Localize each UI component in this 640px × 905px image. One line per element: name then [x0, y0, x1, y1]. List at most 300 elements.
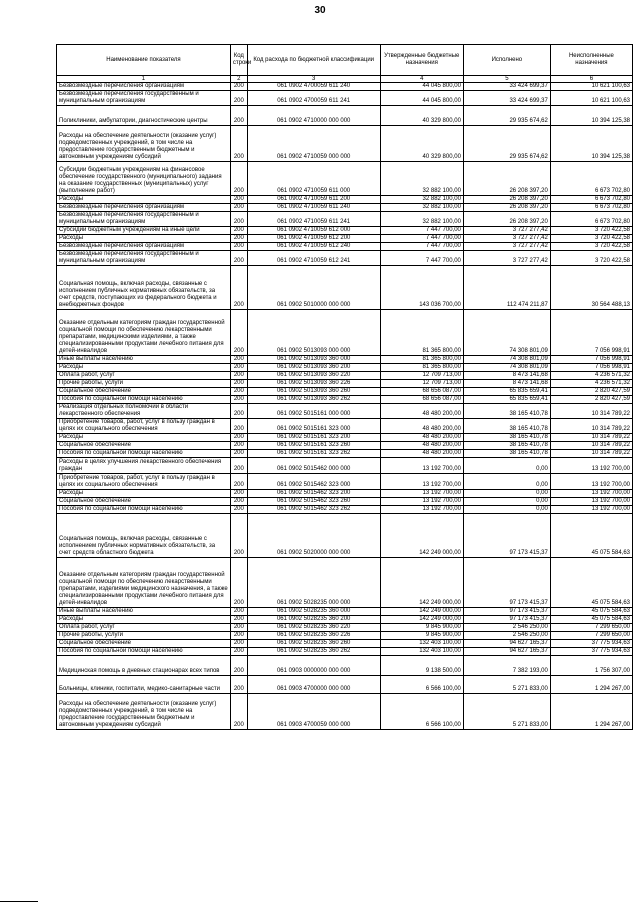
row-executed: 0,00: [463, 498, 550, 506]
row-line-code: 200: [230, 227, 247, 235]
table-row: [57, 388, 633, 396]
row-expense-code: 061 0902 4710000 000 000: [247, 106, 380, 126]
row-line-code: 200: [230, 676, 247, 694]
row-approved: 68 656 087,00: [380, 396, 463, 404]
row-name: Оплата работ, услуг: [57, 624, 231, 632]
row-name: Иные выплаты населению: [57, 608, 231, 616]
row-name: Безвозмездные перечисления государственным и муниципальным организациям: [57, 91, 231, 106]
row-unexecuted: 1 294 267,00: [550, 694, 632, 730]
row-expense-code: 061 0903 0000000 000 000: [247, 656, 380, 676]
row-unexecuted: 10 314 789,22: [550, 442, 632, 450]
row-executed: 26 208 397,20: [463, 162, 550, 196]
row-expense-code: 061 0902 5015462 323 262: [247, 506, 380, 514]
row-expense-code: 061 0902 4710059 611 200: [247, 196, 380, 204]
row-line-code: 200: [230, 356, 247, 364]
row-expense-code: 061 0902 5015161 323 260: [247, 442, 380, 450]
row-unexecuted: 6 673 702,80: [550, 196, 632, 204]
table-row: [57, 396, 633, 404]
row-executed: 0,00: [463, 474, 550, 490]
row-executed: 3 727 277,42: [463, 235, 550, 243]
row-executed: 3 727 277,42: [463, 227, 550, 235]
row-approved: 40 329 800,00: [380, 126, 463, 162]
row-expense-code: 061 0902 5028235 360 220: [247, 624, 380, 632]
row-approved: 81 365 800,00: [380, 364, 463, 372]
row-expense-code: 061 0902 5013093 360 262: [247, 396, 380, 404]
table-row: [57, 506, 633, 514]
row-expense-code: 061 0902 5015161 323 000: [247, 419, 380, 434]
table-row: [57, 656, 633, 676]
table-row: [57, 235, 633, 243]
row-approved: 44 045 800,00: [380, 83, 463, 91]
row-approved: 7 447 700,00: [380, 235, 463, 243]
row-executed: 2 546 250,00: [463, 624, 550, 632]
row-approved: 32 882 100,00: [380, 162, 463, 196]
row-name: Расходы: [57, 364, 231, 372]
row-approved: 44 045 800,00: [380, 91, 463, 106]
row-unexecuted: 7 056 998,91: [550, 364, 632, 372]
row-line-code: 200: [230, 83, 247, 91]
row-name: Социальная помощь, включая расходы, связанные с исполнением публичных нормативных обязательств, за счет средств, поступающих из федерального бюджета и внебюджетных фондов: [57, 266, 231, 310]
row-unexecuted: 3 720 422,58: [550, 251, 632, 266]
row-approved: 40 329 800,00: [380, 106, 463, 126]
row-expense-code: 061 0902 4710059 612 200: [247, 235, 380, 243]
budget-execution-table: [56, 44, 633, 730]
row-unexecuted: 10 314 789,22: [550, 434, 632, 442]
table-row: [57, 640, 633, 648]
row-executed: 0,00: [463, 506, 550, 514]
row-approved: 32 882 100,00: [380, 204, 463, 212]
row-name: Социальное обеспечение: [57, 388, 231, 396]
row-unexecuted: 7 299 650,00: [550, 624, 632, 632]
table-row: [57, 243, 633, 251]
column-number: 5: [463, 76, 550, 83]
row-line-code: 200: [230, 106, 247, 126]
table-row: [57, 91, 633, 106]
table-row: [57, 266, 633, 310]
row-unexecuted: 13 192 700,00: [550, 506, 632, 514]
row-approved: 81 365 800,00: [380, 356, 463, 364]
row-expense-code: 061 0902 5010000 000 000: [247, 266, 380, 310]
table-row: [57, 458, 633, 474]
row-unexecuted: 7 056 998,91: [550, 356, 632, 364]
row-line-code: 200: [230, 126, 247, 162]
table-row: [57, 364, 633, 372]
row-line-code: 200: [230, 450, 247, 458]
row-name: Социальное обеспечение: [57, 442, 231, 450]
row-line-code: 200: [230, 490, 247, 498]
row-name: Безвозмездные перечисления организациям: [57, 83, 231, 91]
column-number-row: [57, 76, 633, 83]
row-name: Социальная помощь, включая расходы, связанные с исполнением публичных нормативных обязательств, за счет средств областного бюджета: [57, 514, 231, 558]
table-row: [57, 676, 633, 694]
row-unexecuted: 10 621 100,63: [550, 91, 632, 106]
table-row: [57, 694, 633, 730]
row-line-code: 200: [230, 648, 247, 656]
table-row: [57, 648, 633, 656]
row-name: Поликлиники, амбулатории, диагностические центры: [57, 106, 231, 126]
row-expense-code: 061 0902 4710059 612 240: [247, 243, 380, 251]
row-name: Безвозмездные перечисления государственным и муниципальным организациям: [57, 251, 231, 266]
row-line-code: 200: [230, 243, 247, 251]
row-executed: 74 308 801,09: [463, 356, 550, 364]
row-name: Безвозмездные перечисления организациям: [57, 204, 231, 212]
table-row: [57, 419, 633, 434]
row-expense-code: 061 0902 5013093 360 200: [247, 364, 380, 372]
row-line-code: 200: [230, 310, 247, 356]
row-expense-code: 061 0902 4700059 611 241: [247, 91, 380, 106]
table-row: [57, 83, 633, 91]
table-row: [57, 450, 633, 458]
row-executed: 26 208 397,20: [463, 212, 550, 227]
table-row: [57, 558, 633, 608]
row-name: Пособия по социальной помощи населению: [57, 648, 231, 656]
row-line-code: 200: [230, 506, 247, 514]
row-executed: 38 165 410,78: [463, 434, 550, 442]
row-unexecuted: 13 192 700,00: [550, 474, 632, 490]
row-name: Оказание отдельным категориям граждан государственной социальной помощи по обеспечению лекарственными препаратами, медицинскими изделиями, а также специализированными продуктами лечебного питания для детей-инвалидов: [57, 310, 231, 356]
table-row: [57, 442, 633, 450]
table-row: [57, 227, 633, 235]
row-approved: 48 480 200,00: [380, 419, 463, 434]
row-approved: 81 365 800,00: [380, 310, 463, 356]
row-approved: 48 480 200,00: [380, 434, 463, 442]
row-expense-code: 061 0902 5028235 360 262: [247, 648, 380, 656]
table-row: [57, 126, 633, 162]
row-line-code: 200: [230, 404, 247, 419]
row-executed: 5 271 833,00: [463, 694, 550, 730]
table-row: [57, 196, 633, 204]
row-name: Оплата работ, услуг: [57, 372, 231, 380]
row-expense-code: 061 0902 5013093 360 000: [247, 356, 380, 364]
header-line-code: Код строки: [230, 45, 247, 76]
row-expense-code: 061 0902 4710059 611 000: [247, 162, 380, 196]
header-approved: Утвержденные бюджетные назначения: [380, 45, 463, 76]
header-expense-code: Код расхода по бюджетной классификации: [247, 45, 380, 76]
table-row: [57, 380, 633, 388]
row-name: Расходы: [57, 490, 231, 498]
row-unexecuted: 3 720 422,58: [550, 227, 632, 235]
page-number: 30: [314, 5, 326, 16]
row-executed: 8 473 141,68: [463, 372, 550, 380]
header-indicator-name: Наименование показателя: [57, 45, 231, 76]
row-unexecuted: 2 820 427,59: [550, 396, 632, 404]
row-line-code: 200: [230, 380, 247, 388]
row-expense-code: 061 0902 5013093 000 000: [247, 310, 380, 356]
row-expense-code: 061 0902 5028235 360 000: [247, 608, 380, 616]
row-line-code: 200: [230, 364, 247, 372]
row-name: Пособия по социальной помощи населению: [57, 450, 231, 458]
footer-rule: [0, 901, 38, 902]
row-name: Расходы на обеспечение деятельности (оказание услуг) подведомственных учреждений, в том числе на предоставление государственным бюджетным и автономным учреждениям субсидий: [57, 694, 231, 730]
row-unexecuted: 7 299 650,00: [550, 632, 632, 640]
row-approved: 48 480 200,00: [380, 442, 463, 450]
row-line-code: 200: [230, 558, 247, 608]
row-expense-code: 061 0902 5013093 360 226: [247, 380, 380, 388]
row-executed: 3 727 277,42: [463, 243, 550, 251]
row-name: Расходы: [57, 616, 231, 624]
row-unexecuted: 13 192 700,00: [550, 498, 632, 506]
row-name: Расходы: [57, 235, 231, 243]
row-unexecuted: 10 394 125,38: [550, 106, 632, 126]
column-number: 3: [247, 76, 380, 83]
row-name: Расходы: [57, 434, 231, 442]
table-row: [57, 204, 633, 212]
row-expense-code: 061 0902 5028235 360 260: [247, 640, 380, 648]
row-line-code: 200: [230, 91, 247, 106]
row-unexecuted: 1 294 267,00: [550, 676, 632, 694]
row-name: Безвозмездные перечисления организациям: [57, 243, 231, 251]
row-approved: 142 249 000,00: [380, 514, 463, 558]
row-executed: 94 627 165,37: [463, 640, 550, 648]
row-name: Пособия по социальной помощи населению: [57, 396, 231, 404]
column-number: 6: [550, 76, 632, 83]
row-approved: 12 709 713,00: [380, 372, 463, 380]
row-expense-code: 061 0903 4700059 000 000: [247, 694, 380, 730]
row-line-code: 200: [230, 396, 247, 404]
row-unexecuted: 30 564 488,13: [550, 266, 632, 310]
table-row: [57, 251, 633, 266]
row-unexecuted: 6 673 702,80: [550, 162, 632, 196]
row-expense-code: 061 0902 4710059 611 240: [247, 204, 380, 212]
row-expense-code: 061 0902 4710059 612 000: [247, 227, 380, 235]
row-executed: 65 835 659,41: [463, 388, 550, 396]
row-unexecuted: 37 775 934,63: [550, 640, 632, 648]
row-unexecuted: 37 775 934,63: [550, 648, 632, 656]
row-name: Пособия по социальной помощи населению: [57, 506, 231, 514]
row-line-code: 200: [230, 162, 247, 196]
row-unexecuted: 3 720 422,58: [550, 235, 632, 243]
row-approved: 6 566 100,00: [380, 694, 463, 730]
row-executed: 8 473 141,68: [463, 380, 550, 388]
table-row: [57, 434, 633, 442]
table-row: [57, 474, 633, 490]
row-expense-code: 061 0902 5015161 000 000: [247, 404, 380, 419]
row-executed: 0,00: [463, 458, 550, 474]
row-executed: 38 165 410,78: [463, 442, 550, 450]
row-executed: 5 271 833,00: [463, 676, 550, 694]
row-name: Расходы: [57, 196, 231, 204]
row-name: Больницы, клиники, госпитали, медико-санитарные части: [57, 676, 231, 694]
row-unexecuted: 10 314 789,22: [550, 404, 632, 419]
row-approved: 68 656 087,00: [380, 388, 463, 396]
row-line-code: 200: [230, 514, 247, 558]
row-expense-code: 061 0902 5028235 000 000: [247, 558, 380, 608]
row-approved: 13 192 700,00: [380, 498, 463, 506]
row-line-code: 200: [230, 474, 247, 490]
table-row: [57, 404, 633, 419]
row-executed: 97 173 415,37: [463, 616, 550, 624]
row-line-code: 200: [230, 266, 247, 310]
row-expense-code: 061 0902 5013093 360 220: [247, 372, 380, 380]
column-number: 2: [230, 76, 247, 83]
row-name: Субсидии бюджетным учреждениям на финансовое обеспечение государственного (муниципального) задания на оказание государственных (муниципальных) услуг (выполнение работ): [57, 162, 231, 196]
row-name: Безвозмездные перечисления государственным и муниципальным организациям: [57, 212, 231, 227]
row-unexecuted: 6 673 702,80: [550, 212, 632, 227]
row-line-code: 200: [230, 388, 247, 396]
row-unexecuted: 10 621 100,63: [550, 83, 632, 91]
table-body: [57, 83, 633, 730]
row-unexecuted: 2 820 427,59: [550, 388, 632, 396]
row-executed: 94 627 165,37: [463, 648, 550, 656]
row-line-code: 200: [230, 372, 247, 380]
row-approved: 48 480 200,00: [380, 450, 463, 458]
row-expense-code: 061 0902 5015161 323 200: [247, 434, 380, 442]
row-executed: 97 173 415,37: [463, 558, 550, 608]
table-row: [57, 162, 633, 196]
row-unexecuted: 4 236 571,32: [550, 380, 632, 388]
row-approved: 9 845 900,00: [380, 624, 463, 632]
header-unexecuted: Неисполненные назначения: [550, 45, 632, 76]
table-row: [57, 608, 633, 616]
row-unexecuted: 45 075 584,63: [550, 514, 632, 558]
row-unexecuted: 1 756 307,00: [550, 656, 632, 676]
row-approved: 9 138 500,00: [380, 656, 463, 676]
table-row: [57, 212, 633, 227]
row-expense-code: 061 0902 4710059 000 000: [247, 126, 380, 162]
row-unexecuted: 10 314 789,22: [550, 450, 632, 458]
row-unexecuted: 13 192 700,00: [550, 458, 632, 474]
row-approved: 142 249 000,00: [380, 616, 463, 624]
row-approved: 6 566 100,00: [380, 676, 463, 694]
row-executed: 29 935 674,62: [463, 126, 550, 162]
row-executed: 74 308 801,09: [463, 310, 550, 356]
row-executed: 26 208 397,20: [463, 196, 550, 204]
row-name: Реализация отдельных полномочий в области лекарственного обеспечения: [57, 404, 231, 419]
row-unexecuted: 45 075 584,63: [550, 608, 632, 616]
row-line-code: 200: [230, 656, 247, 676]
row-name: Расходы в целях улучшения лекарственного обеспечения граждан: [57, 458, 231, 474]
row-executed: 38 165 410,78: [463, 450, 550, 458]
row-line-code: 200: [230, 624, 247, 632]
table-header-row: [57, 45, 633, 76]
row-unexecuted: 45 075 584,63: [550, 558, 632, 608]
row-line-code: 200: [230, 616, 247, 624]
row-line-code: 200: [230, 632, 247, 640]
row-approved: 132 403 100,00: [380, 648, 463, 656]
row-approved: 32 882 100,00: [380, 196, 463, 204]
row-name: Приобретение товаров, работ, услуг в пользу граждан в целях их социального обеспечения: [57, 419, 231, 434]
row-unexecuted: 4 236 571,32: [550, 372, 632, 380]
column-number: 4: [380, 76, 463, 83]
row-expense-code: 061 0902 5015462 323 000: [247, 474, 380, 490]
table-row: [57, 498, 633, 506]
row-executed: 97 173 415,37: [463, 514, 550, 558]
row-name: Медицинская помощь в дневных стационарах всех типов: [57, 656, 231, 676]
row-unexecuted: 10 314 789,22: [550, 419, 632, 434]
row-executed: 38 165 410,78: [463, 404, 550, 419]
row-unexecuted: 45 075 584,63: [550, 616, 632, 624]
row-name: Социальное обеспечение: [57, 498, 231, 506]
row-executed: 74 308 801,09: [463, 364, 550, 372]
row-name: Прочие работы, услуги: [57, 380, 231, 388]
row-executed: 3 727 277,42: [463, 251, 550, 266]
row-line-code: 200: [230, 212, 247, 227]
row-approved: 142 249 000,00: [380, 608, 463, 616]
table-row: [57, 632, 633, 640]
column-number: 1: [57, 76, 231, 83]
table-row: [57, 310, 633, 356]
table-row: [57, 356, 633, 364]
row-line-code: 200: [230, 251, 247, 266]
table-row: [57, 490, 633, 498]
row-executed: 26 208 397,20: [463, 204, 550, 212]
row-executed: 38 165 410,78: [463, 419, 550, 434]
row-executed: 33 424 699,37: [463, 91, 550, 106]
row-name: Расходы на обеспечение деятельности (оказание услуг) подведомственных учреждений, в том числе на предоставление государственным бюджетным и автономным учреждениям субсидий: [57, 126, 231, 162]
row-expense-code: 061 0903 4700000 000 000: [247, 676, 380, 694]
row-executed: 7 382 193,00: [463, 656, 550, 676]
row-executed: 65 835 659,41: [463, 396, 550, 404]
row-unexecuted: 3 720 422,58: [550, 243, 632, 251]
row-name: Субсидии бюджетным учреждениям на иные цели: [57, 227, 231, 235]
table-row: [57, 514, 633, 558]
row-line-code: 200: [230, 640, 247, 648]
row-approved: 13 192 700,00: [380, 458, 463, 474]
row-executed: 112 474 211,87: [463, 266, 550, 310]
row-line-code: 200: [230, 442, 247, 450]
row-name: Иные выплаты населению: [57, 356, 231, 364]
row-line-code: 200: [230, 434, 247, 442]
row-approved: 132 403 100,00: [380, 640, 463, 648]
row-unexecuted: 10 394 125,38: [550, 126, 632, 162]
row-unexecuted: 7 056 998,91: [550, 310, 632, 356]
row-line-code: 200: [230, 196, 247, 204]
row-line-code: 200: [230, 204, 247, 212]
row-expense-code: 061 0902 4710059 612 241: [247, 251, 380, 266]
row-approved: 9 845 900,00: [380, 632, 463, 640]
row-approved: 12 709 713,00: [380, 380, 463, 388]
row-approved: 142 249 000,00: [380, 558, 463, 608]
row-expense-code: 061 0902 5015161 323 262: [247, 450, 380, 458]
row-approved: 7 447 700,00: [380, 227, 463, 235]
row-line-code: 200: [230, 694, 247, 730]
row-line-code: 200: [230, 458, 247, 474]
row-approved: 32 882 100,00: [380, 212, 463, 227]
row-name: Приобретение товаров, работ, услуг в пользу граждан в целях их социального обеспечения: [57, 474, 231, 490]
row-executed: 97 173 415,37: [463, 608, 550, 616]
row-expense-code: 061 0902 5028235 360 200: [247, 616, 380, 624]
row-expense-code: 061 0902 4710059 611 241: [247, 212, 380, 227]
row-expense-code: 061 0902 4700059 611 240: [247, 83, 380, 91]
row-name: Оказание отдельным категориям граждан государственной социальной помощи по обеспечению лекарственными препаратами, изделиями медицинского назначения, а также специализированными продуктами лечебного питания для детей-инвалидов: [57, 558, 231, 608]
row-approved: 7 447 700,00: [380, 251, 463, 266]
row-approved: 7 447 700,00: [380, 243, 463, 251]
row-line-code: 200: [230, 608, 247, 616]
row-expense-code: 061 0902 5028235 360 226: [247, 632, 380, 640]
row-expense-code: 061 0902 5020000 000 000: [247, 514, 380, 558]
row-name: Прочие работы, услуги: [57, 632, 231, 640]
row-line-code: 200: [230, 498, 247, 506]
row-expense-code: 061 0902 5015462 323 260: [247, 498, 380, 506]
row-executed: 2 546 250,00: [463, 632, 550, 640]
row-approved: 143 036 700,00: [380, 266, 463, 310]
row-unexecuted: 6 673 702,80: [550, 204, 632, 212]
header-executed: Исполнено: [463, 45, 550, 76]
row-expense-code: 061 0902 5015462 323 200: [247, 490, 380, 498]
row-unexecuted: 13 192 700,00: [550, 490, 632, 498]
row-executed: 29 935 674,62: [463, 106, 550, 126]
table-row: [57, 106, 633, 126]
row-approved: 13 192 700,00: [380, 474, 463, 490]
table-row: [57, 616, 633, 624]
row-executed: 0,00: [463, 490, 550, 498]
row-approved: 13 192 700,00: [380, 506, 463, 514]
table-row: [57, 372, 633, 380]
row-line-code: 200: [230, 419, 247, 434]
row-approved: 13 192 700,00: [380, 490, 463, 498]
row-line-code: 200: [230, 235, 247, 243]
table-row: [57, 624, 633, 632]
